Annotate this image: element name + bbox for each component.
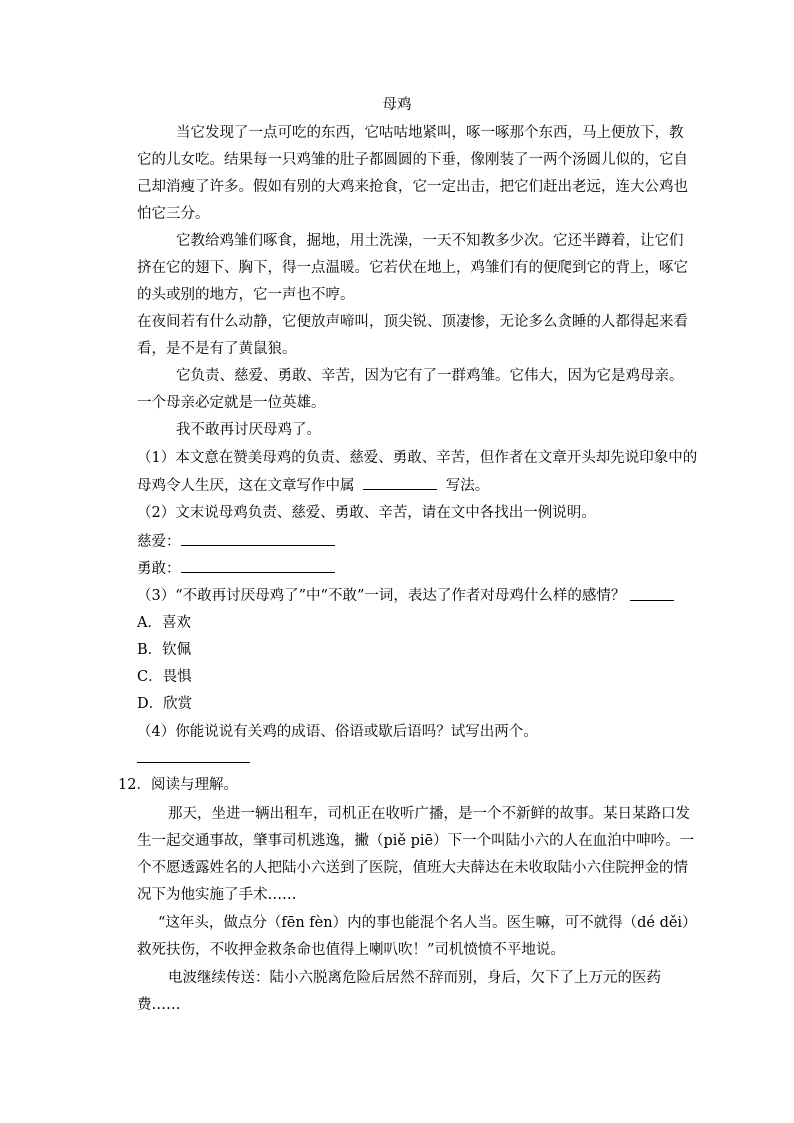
paragraph-line: 己却消瘦了许多。假如有别的大鸡来抢食，它一定出击，把它们赶出老远，连大公鸡也 bbox=[137, 179, 688, 195]
paragraph-line: 救死扶伤，不收押金救条命也值得上喇叭吹！”司机愤愤不平地说。 bbox=[137, 942, 565, 958]
answer-blank[interactable] bbox=[137, 762, 250, 763]
answer-blank[interactable] bbox=[363, 475, 437, 490]
question-1-suffix: 写法。 bbox=[445, 478, 490, 494]
paragraph-line: 费…… bbox=[137, 997, 181, 1013]
option-d[interactable]: D．欣赏 bbox=[137, 696, 193, 712]
question-4-text: （4）你能说说有关鸡的成语、俗语或歇后语吗？试写出两个。 bbox=[137, 724, 538, 740]
question-2-item bbox=[137, 531, 335, 552]
paragraph-line: 它教给鸡雏们啄食，掘地，用土洗澡，一天不知教多少次。它还半蹲着，让它们 bbox=[176, 233, 684, 249]
paragraph-line: 一个母亲必定就是一位英雄。 bbox=[137, 395, 326, 411]
paragraph-line: 看，是不是有了黄鼠狼。 bbox=[137, 341, 297, 357]
paragraph-line: 况下为他实施了手术…… bbox=[137, 887, 297, 903]
paragraph-line: 怕它三分。 bbox=[137, 206, 210, 222]
answer-blank[interactable] bbox=[630, 600, 674, 601]
option-a[interactable]: A．喜欢 bbox=[137, 615, 191, 631]
paragraph-line: 我不敢再讨厌母鸡了。 bbox=[176, 422, 321, 438]
question-2-label-brave: 勇敢： bbox=[137, 561, 181, 577]
article-title: 母鸡 bbox=[382, 97, 412, 113]
question-1-prefix: 母鸡令人生厌，这在文章写作中属 bbox=[137, 478, 355, 494]
paragraph-line: 它的儿女吃。结果每一只鸡雏的肚子都圆圆的下垂，像刚装了一两个汤圆儿似的，它自 bbox=[137, 152, 688, 168]
section-12-heading: 12．阅读与理解。 bbox=[118, 777, 238, 793]
paragraph-line: 生一起交通事故，肇事司机逃逸，撇（piě piē）下一个叫陆小六的人在血泊中呻吟。一 bbox=[137, 833, 695, 849]
paragraph-line: 的头或别的地方，它一声也不哼。 bbox=[137, 287, 355, 303]
option-c[interactable]: C．畏惧 bbox=[137, 669, 192, 685]
question-3-prompt: （3）“不敢再讨厌母鸡了”中“不敢”一词，表达了作者对母鸡什么样的感情？ bbox=[137, 588, 626, 604]
answer-blank[interactable] bbox=[181, 531, 335, 546]
paragraph-line: 那天，坐进一辆出租车，司机正在收听广播，是一个不新鲜的故事。某日某路口发 bbox=[168, 806, 690, 822]
paragraph-line: 它负责、慈爱、勇敢、辛苦，因为它有了一群鸡雏。它伟大，因为它是鸡母亲。 bbox=[176, 368, 684, 384]
question-2-text: （2）文末说母鸡负责、慈爱、勇敢、辛苦，请在文中各找出一例说明。 bbox=[137, 505, 596, 521]
question-2-label-love: 慈爱： bbox=[137, 534, 181, 550]
paragraph-line: 个不愿透露姓名的人把陆小六送到了医院，值班大夫薛达在未收取陆小六住院押金的情 bbox=[137, 860, 688, 876]
paragraph-line: 电波继续传送：陆小六脱离危险后居然不辞而别，身后，欠下了上万元的医药 bbox=[168, 970, 661, 986]
paragraph-line: 在夜间若有什么动静，它便放声啼叫，顶尖锐、顶凄惨，无论多么贪睡的人都得起来看 bbox=[137, 314, 688, 330]
paragraph-line: 当它发现了一点可吃的东西，它咕咕地紧叫，啄一啄那个东西，马上便放下，教 bbox=[176, 125, 684, 141]
option-b[interactable]: B．钦佩 bbox=[137, 642, 192, 658]
question-2-item bbox=[137, 558, 335, 579]
paragraph-line: 挤在它的翅下、胸下，得一点温暖。它若伏在地上，鸡雏们有的便爬到它的背上，啄它 bbox=[137, 260, 688, 276]
answer-blank[interactable] bbox=[181, 558, 335, 573]
question-1-text-cont bbox=[137, 475, 489, 496]
question-1-text: （1）本文意在赞美母鸡的负责、慈爱、勇敢、辛苦，但作者在文章开头却先说印象中的 bbox=[137, 450, 698, 466]
paragraph-line: “这年头，做点分（fēn fèn）内的事也能混个名人当。医生嘛，可不就得（dé děi） bbox=[158, 915, 697, 931]
question-3-text bbox=[137, 586, 625, 606]
